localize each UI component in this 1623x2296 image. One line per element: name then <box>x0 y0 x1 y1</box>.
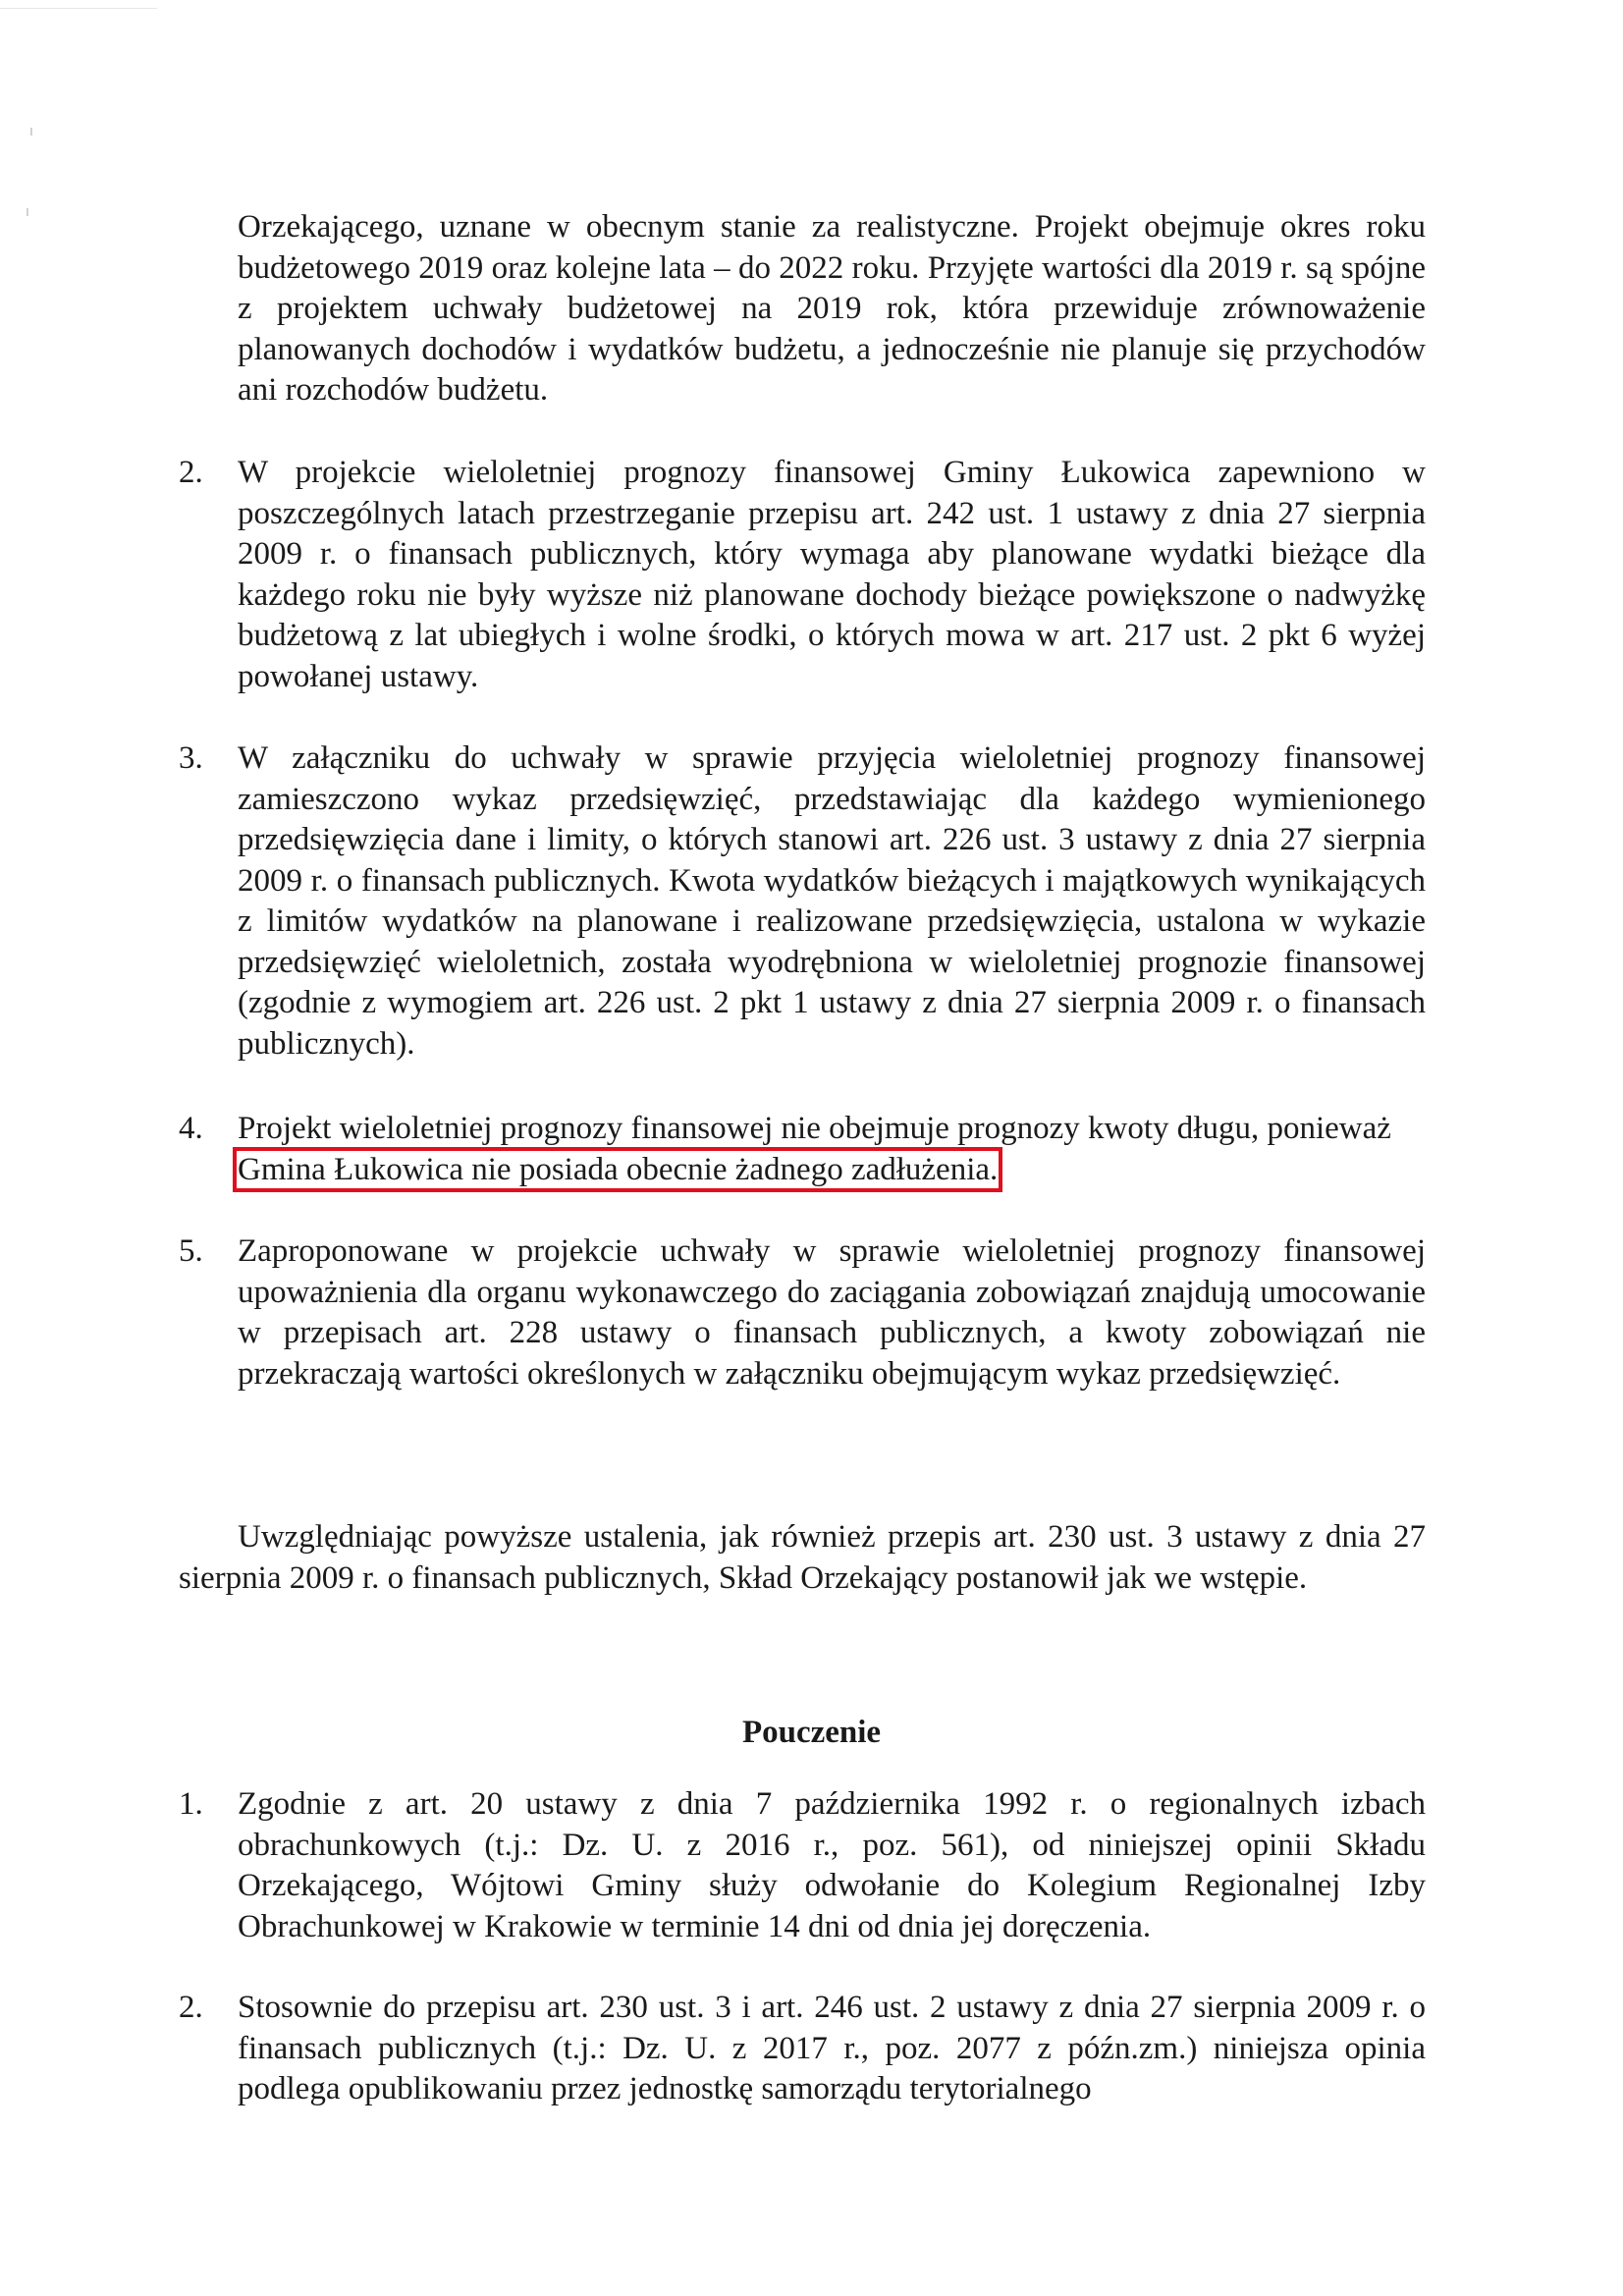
pouczenie-item-number: 2. <box>179 1990 203 2025</box>
conclusion-paragraph: Uwzględniając powyższe ustalenia, jak również przepis art. 230 ust. 3 ustawy z dnia 27 sierpnia 2009 r. o finansach publicznych, Skład Orzekający postanowił jak we wstępie. <box>179 1519 1426 1596</box>
item-number: 2. <box>179 455 203 490</box>
item-2-text: W projekcie wieloletniej prognozy finansowej Gminy Łukowica zapewniono w poszczególnych latach przestrzeganie przepisu art. 242 ust. 1 ustawy z dnia 27 sierpnia 2009 r. o finansach publicznych, który wymaga aby planowane wydatki bieżące dla każdego roku nie były wyższe niż planowane dochody bieżące powiększone o nadwyżkę budżetową z lat ubiegłych i wolne środki, o których mowa w art. 217 ust. 2 pkt 6 wyżej powołanej ustawy. <box>238 455 1426 694</box>
intro-paragraph: Orzekającego, uznane w obecnym stanie za realistyczne. Projekt obejmuje okres roku budżetowego 2019 oraz kolejne lata – do 2022 roku. Przyjęte wartości dla 2019 r. są spójne z projektem uchwały budżetowej na 2019 rok, która przewiduje zrównoważenie planowanych dochodów i wydatków budżetu, a jednocześnie nie planuje się przychodów ani rozchodów budżetu. <box>238 209 1426 408</box>
scan-margin-mark: ı <box>29 124 33 139</box>
scan-margin-mark: ı <box>26 204 29 220</box>
highlighted-debt-statement: Gmina Łukowica nie posiada obecnie żadnego zadłużenia. <box>238 1151 999 1187</box>
item-number: 4. <box>179 1111 203 1146</box>
item-4-text-start: Projekt wieloletniej prognozy finansowej nie obejmuje prognozy kwoty długu, ponieważ <box>238 1111 1391 1146</box>
pouczenie-item-number: 1. <box>179 1786 203 1822</box>
pouczenie-item-1-text: Zgodnie z art. 20 ustawy z dnia 7 października 1992 r. o regionalnych izbach obrachunkowych (t.j.: Dz. U. z 2016 r., poz. 561), od niniejszej opinii Składu Orzekającego, Wójtowi Gminy służy odwołanie do Kolegium Regionalnej Izby Obrachunkowej w Krakowie w terminie 14 dni od dnia jej doręczenia. <box>238 1786 1426 1944</box>
pouczenie-heading: Pouczenie <box>741 1715 882 1750</box>
item-number: 5. <box>179 1233 203 1269</box>
scan-edge-line <box>0 8 157 9</box>
pouczenie-item-2-text: Stosownie do przepisu art. 230 ust. 3 i art. 246 ust. 2 ustawy z dnia 27 sierpnia 2009 r. o finansach publicznych (t.j.: Dz. U. z 2017 r., poz. 2077 z późn.zm.) niniejsza opinia podlega opublikowaniu przez jednostkę samorządu terytorialnego <box>238 1990 1426 2106</box>
item-3-text: W załączniku do uchwały w sprawie przyjęcia wieloletniej prognozy finansowej zamieszczono wykaz przedsięwzięć, przedstawiając dla każdego wymienionego przedsięwzięcia dane i limity, o których stanowi art. 226 ust. 3 ustawy z dnia 27 sierpnia 2009 r. o finansach publicznych. Kwota wydatków bieżących i majątkowych wynikających z limitów wydatków na planowane i realizowane przedsięwzięcia, ustalona w wykazie przedsięwzięć wieloletnich, została wyodrębniona w wieloletniej prognozie finansowej (zgodnie z wymogiem art. 226 ust. 2 pkt 1 ustawy z dnia 27 sierpnia 2009 r. o finansach publicznych). <box>238 740 1426 1062</box>
item-4-text <box>238 1109 1426 1190</box>
item-number: 3. <box>179 740 203 776</box>
item-5-text: Zaproponowane w projekcie uchwały w sprawie wieloletniej prognozy finansowej upoważnienia dla organu wykonawczego do zaciągania zobowiązań znajdują umocowanie w przepisach art. 228 ustawy o finansach publicznych, a kwoty zobowiązań nie przekraczają wartości określonych w załączniku obejmującym wykaz przedsięwzięć. <box>238 1233 1426 1392</box>
